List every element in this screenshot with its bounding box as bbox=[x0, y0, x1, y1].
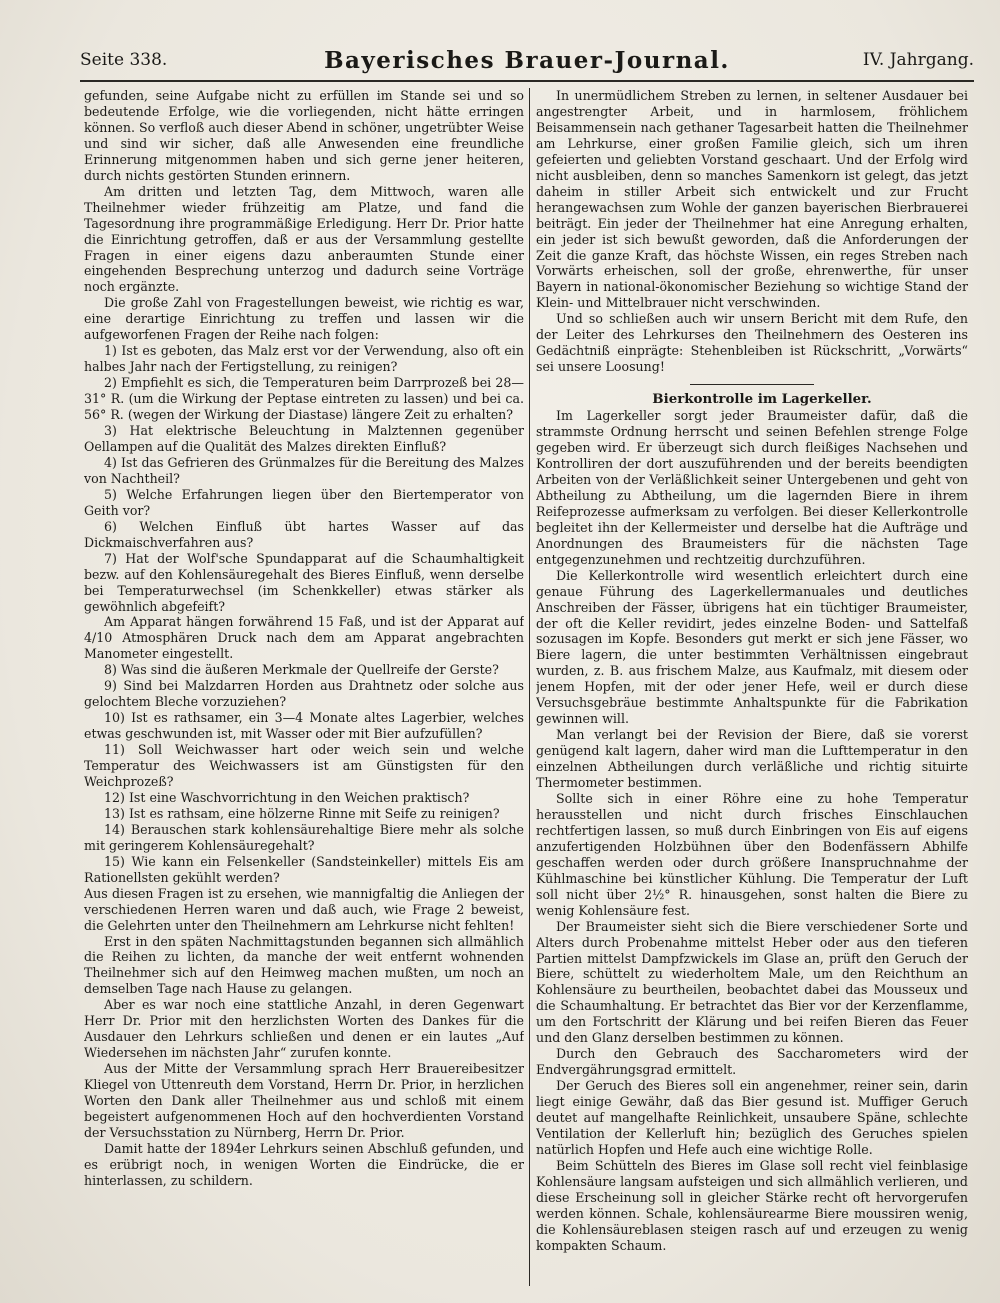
question-item: 14) Berauschen stark kohlensäurehaltige Biere mehr als solche mit geringerem Kohlensäuregehalt? bbox=[84, 821, 524, 853]
page-number: Seite 338. bbox=[80, 50, 168, 70]
question-item: 2) Empfiehlt es sich, die Temperaturen beim Darrprozeß bei 28—31° R. (um die Wirkung der Peptase eintreten zu lassen) und bei ca. 56° R. (wegen der Wirkung der Diastase) längere Zeit zu erhalten? bbox=[84, 375, 524, 423]
question-item: 13) Ist es rathsam, eine hölzerne Rinne mit Seife zu reinigen? bbox=[104, 805, 500, 821]
paragraph: Im Lagerkeller sorgt jeder Braumeister dafür, daß die strammste Ordnung herrscht und seinen Befehlen strenge Folge gegeben wird. Er überzeugt sich durch fleißiges Nachsehen und Kontrolliren der dort auszuführenden und der bereits beendigten Arbeiten von der Verläßlichkeit seiner Untergebenen und geht von Abtheilung zu Abtheilung, um die lagernden Biere in ihrem Reifeprozesse aufmerksam zu verfolgen. Bei dieser Kellerkontrolle begleitet ihn der Kellermeister und derselbe hat die Aufträge und Anordnungen des Braumeisters für die nächsten Tage entgegenzunehmen und rechtzeitig durchzuführen. bbox=[536, 408, 968, 567]
left-column bbox=[84, 88, 524, 1288]
question-item: 3) Hat elektrische Beleuchtung in Malztennen gegenüber Oellampen auf die Qualität des Malzes direkten Einfluß? bbox=[84, 423, 524, 454]
paragraph: Am dritten und letzten Tag, dem Mittwoch, waren alle Theilnehmer wieder frühzeitig am Platze, und fand die Tagesordnung ihre programmäßige Erledigung. Herr Dr. Prior hatte die Einrichtung getroffen, daß er aus der Versammlung gestellte Fragen in einer eigens dazu anberaumten Stunde einer eingehenden Besprechung unterzog und dadurch seine Vorträge noch ergänzte. bbox=[84, 183, 524, 295]
journal-title: Bayerisches Brauer-Journal. bbox=[324, 46, 730, 74]
question-item: 11) Soll Weichwasser hart oder weich sein und welche Temperatur des Weichwassers ist am Günstigsten für den Weichprozeß? bbox=[84, 742, 524, 789]
paragraph: Am Apparat hängen forwährend 15 Faß, und ist der Apparat auf 4/10 Atmosphären Druck nach dem am Apparat angebrachten Manometer eingestellt. bbox=[84, 614, 524, 662]
paragraph: Der Braumeister sieht sich die Biere verschiedener Sorte und Alters durch Probenahme mittelst Heber oder aus den tieferen Partien mittelst Dampfzwickels im Glase an, prüft den Geruch der Biere, schüttelt zu wiederholtem Male, um den Reichthum an Kohlensäure zu beurtheilen, beobachtet dabei das Mousseux und die Schaumhaltung. Er betrachtet das Bier vor der Kerzenflamme, um den Fortschritt der Klärung und bei reifen Bieren das Feuer und den Glanz derselben bestimmen zu können. bbox=[536, 918, 968, 1046]
question-item: 8) Was sind die äußeren Merkmale der Quellreife der Gerste? bbox=[104, 662, 499, 678]
paragraph: Aus der Mitte der Versammlung sprach Herr Brauereibesitzer Kliegel von Uttenreuth dem Vorstand, Herrn Dr. Prior, in herzlichen Worten den Dank aller Theilnehmer aus und schloß mit einem begeistert aufgenommenen Hoch auf den hochverdienten Vorstand der Versuchsstation zu Nürnberg, Herrn Dr. Prior. bbox=[84, 1061, 524, 1140]
paragraph: Sollte sich in einer Röhre eine zu hohe Temperatur herausstellen und nicht durch frisches Einschlauchen rechtfertigen lassen, so muß durch Einbringen von Eis auf eigens anzufertigenden Holzbühnen über den Bodenfässern Abhilfe geschaffen werden oder durch größere Inanspruchnahme der Kühlmaschine bei künstlicher Kühlung. Die Temperatur der Luft soll nicht über 2½° R. hinausgehen, sonst halten die Biere zu wenig Kohlensäure fest. bbox=[536, 790, 968, 918]
column-divider bbox=[529, 88, 530, 1286]
paragraph: In unermüdlichem Streben zu lernen, in seltener Ausdauer bei angestrengter Arbeit, und in harmlosem, fröhlichem Beisammensein nach gethaner Tagesarbeit hatten die Theilnehmer am Lehrkurse, einer großen Familie gleich, sich um ihren gefeierten und geliebten Vorstand geschaart. Und der Erfolg wird nicht ausbleiben, denn so manches Samenkorn ist gelegt, das jetzt daheim in stiller Arbeit sich entwickelt und zur Frucht herangewachsen zum Wohle der ganzen bayerischen Bierbrauerei beiträgt. Ein jeder der Theilnehmer hat eine Anregung erhalten, ein jeder ist sich bewußt geworden, daß die Anforderungen der Zeit die ganze Kraft, das höchste Wissen, ein reges Streben nach Vorwärts erheischen, soll der große, ehrenwerthe, für unser Bayern in national-ökonomischer Beziehung so wichtige Stand der Klein- und Mittelbrauer nicht verschwinden. bbox=[536, 88, 968, 311]
paragraph: Die große Zahl von Fragestellungen beweist, wie richtig es war, eine derartige Einrichtung zu treffen und lassen wir die aufgeworfenen Fragen der Reihe nach folgen: bbox=[84, 295, 524, 343]
right-column bbox=[536, 88, 968, 1288]
header-rule bbox=[80, 80, 974, 82]
paragraph: Aber es war noch eine stattliche Anzahl, in deren Gegenwart Herr Dr. Prior mit den herzlichsten Worten des Dankes für die Ausdauer den Lehrkurs schließen und denen er ein lautes „Auf Wiedersehen im nächsten Jahr“ zurufen konnte. bbox=[84, 997, 524, 1061]
question-item: 7) Hat der Wolf'sche Spundapparat auf die Schaumhaltigkeit bezw. auf den Kohlensäuregehalt des Bieres Einfluß, wenn derselbe bei Temperaturwechsel (im Schenkkeller) etwas stärker als gewöhnlich abgefeift? bbox=[84, 550, 524, 614]
paragraph: Erst in den späten Nachmittagstunden begannen sich allmählich die Reihen zu lichten, da manche der weit entfernt wohnenden Theilnehmer sich auf den Heimweg machen mußten, um noch an demselben Tage nach Hause zu gelangen. bbox=[84, 933, 524, 997]
paragraph: Beim Schütteln des Bieres im Glase soll recht viel feinblasige Kohlensäure langsam aufsteigen und sich allmählich verlieren, und diese Erscheinung soll in gleicher Stärke recht oft hervorgerufen werden können. Schale, kohlensäurearme Biere moussiren wenig, die Kohlensäureblasen steigen rasch auf und erzeugen zu wenig kompakten Schaum. bbox=[536, 1157, 968, 1253]
section-rule bbox=[690, 384, 814, 385]
question-item: 1) Ist es geboten, das Malz erst vor der Verwendung, also oft ein halbes Jahr nach der Fertigstellung, zu reinigen? bbox=[84, 343, 524, 375]
volume-label: IV. Jahrgang. bbox=[862, 50, 974, 70]
question-item: 10) Ist es rathsamer, ein 3—4 Monate altes Lagerbier, welches etwas geschwunden ist, mit Wasser oder mit Bier aufzufüllen? bbox=[84, 710, 524, 742]
page-header bbox=[80, 44, 974, 76]
paragraph: Und so schließen auch wir unsern Bericht mit dem Rufe, den der Leiter des Lehrkurses den Theilnehmern des Oesteren ins Gedächtniß einprägte: Stehenbleiben ist Rückschritt, „Vorwärts“ sei unsere Loosung! bbox=[536, 311, 968, 375]
question-item: 9) Sind bei Malzdarren Horden aus Drahtnetz oder solche aus gelochtem Bleche vorzuziehen? bbox=[84, 678, 524, 710]
paragraph: Aus diesen Fragen ist zu ersehen, wie mannigfaltig die Anliegen der verschiedenen Herren waren und daß auch, wie Frage 2 beweist, die Gelehrten unter den Theilnehmern am Lehrkurse nicht fehlten! bbox=[84, 885, 524, 933]
paragraph: Durch den Gebrauch des Saccharometers wird der Endvergährungsgrad ermittelt. bbox=[536, 1046, 968, 1078]
question-item: 6) Welchen Einfluß übt hartes Wasser auf das Dickmaischverfahren aus? bbox=[84, 518, 524, 550]
section-heading: Bierkontrolle im Lagerkeller. bbox=[652, 391, 872, 408]
question-item: 5) Welche Erfahrungen liegen über den Biertemperator von Geith vor? bbox=[84, 486, 524, 518]
paragraph: Damit hatte der 1894er Lehrkurs seinen Abschluß gefunden, und es erübrigt noch, in wenigen Worten die Eindrücke, die er hinterlassen, zu schildern. bbox=[84, 1140, 524, 1188]
question-item: 12) Ist eine Waschvorrichtung in den Weichen praktisch? bbox=[104, 789, 470, 805]
paragraph: Die Kellerkontrolle wird wesentlich erleichtert durch eine genaue Führung des Lagerkellermanuales und deutliches Anschreiben der Fässer, übrigens hat ein tüchtiger Braumeister, der oft die Keller revidirt, jedes einzelne Boden- und Sattelfaß sozusagen im Kopfe. Besonders gut merkt er sich jene Fässer, wo Biere lagern, die unter bestimmten Verhältnissen eingebraut wurden, z. B. aus frischem Malze, aus Kaufmalz, mit diesem oder jenem Hopfen, mit der oder jener Hefe, weil er durch diese Versuchsgebräue bestimmte Anhaltspunkte für die Fabrikation gewinnen will. bbox=[536, 567, 968, 727]
question-item: 15) Wie kann ein Felsenkeller (Sandsteinkeller) mittels Eis am Rationellsten gekühlt werden? bbox=[84, 853, 524, 885]
paragraph: gefunden, seine Aufgabe nicht zu erfüllen im Stande sei und so bedeutende Erfolge, wie die vorliegenden, nicht hätte erringen können. So verfloß auch dieser Abend in schöner, ungetrübter Weise und sind wir sicher, daß alle Anwesenden eine freundliche Erinnerung mitgenommen haben und sich gerne jener heiteren, durch nichts gestörten Stunden erinnern. bbox=[84, 88, 524, 183]
question-item: 4) Ist das Gefrieren des Grünmalzes für die Bereitung des Malzes von Nachtheil? bbox=[84, 454, 524, 486]
paragraph: Der Geruch des Bieres soll ein angenehmer, reiner sein, darin liegt einige Gewähr, daß das Bier gesund ist. Muffiger Geruch deutet auf mangelhafte Reinlichkeit, unsaubere Späne, schlechte Ventilation der Kellerluft hin; bezüglich des Geruches spielen natürlich Hopfen und Hefe auch eine wichtige Rolle. bbox=[536, 1078, 968, 1157]
paragraph: Man verlangt bei der Revision der Biere, daß sie vorerst genügend kalt lagern, daher wird man die Lufttemperatur in den einzelnen Abtheilungen durch verläßliche und richtig situirte Thermometer bestimmen. bbox=[536, 727, 968, 791]
